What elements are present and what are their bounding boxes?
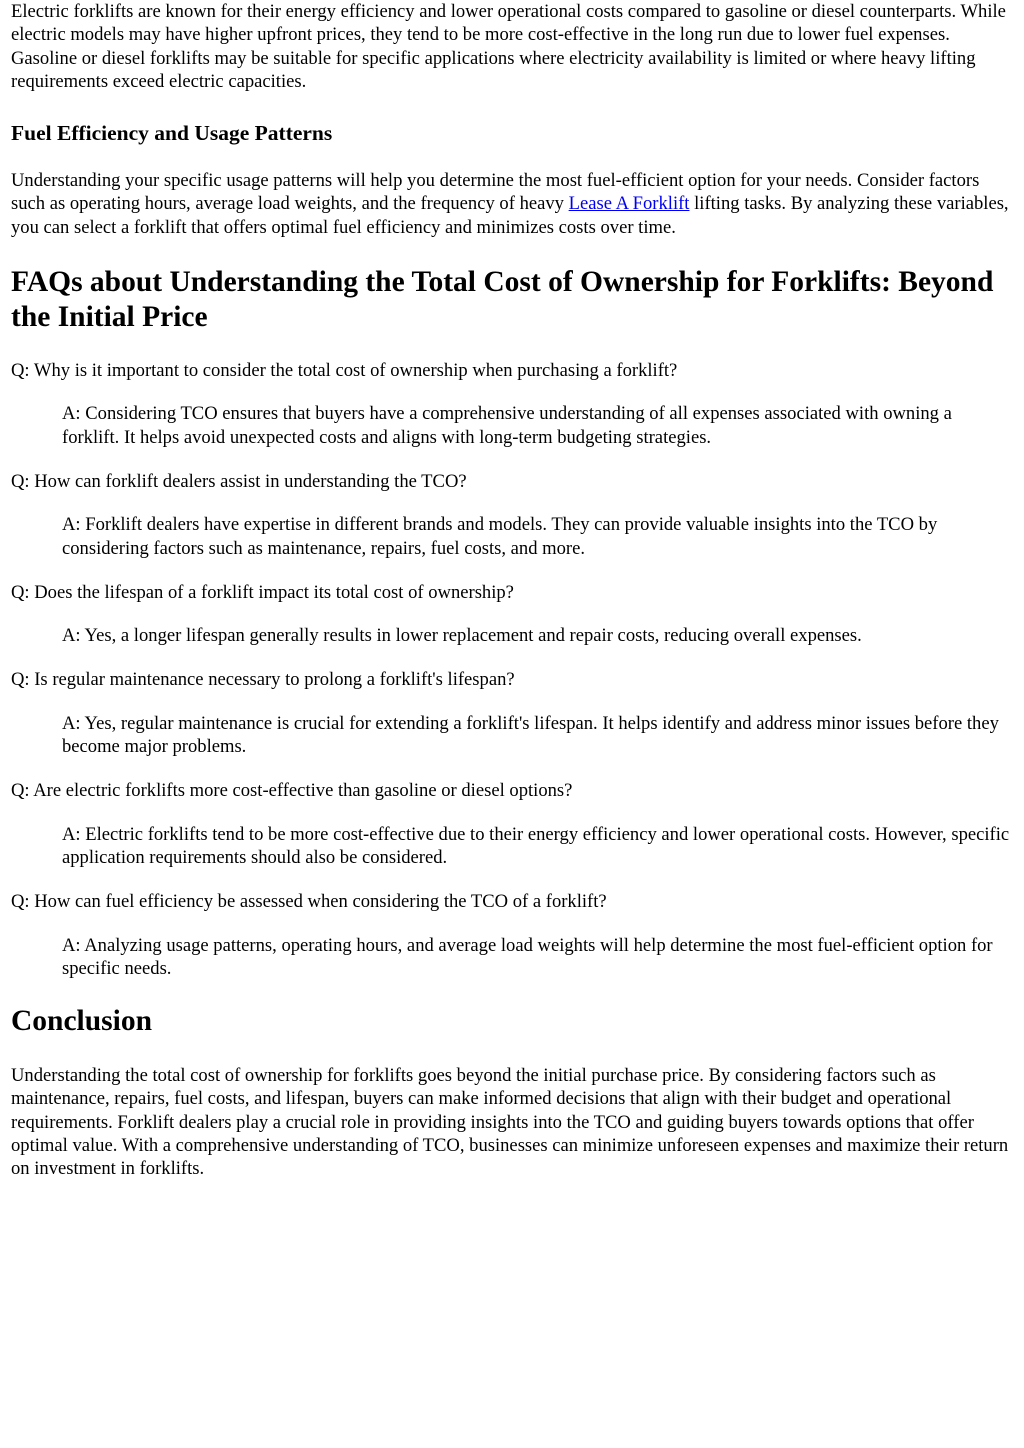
fuel-text-before-link: Understanding your specific usage patterns will help you determine the most fuel-efficient option for your needs. Consider factors such as operating hours, average load weights, and the frequency of heavy [11, 170, 980, 215]
fuel-section-paragraph [11, 169, 1013, 239]
faq-heading: FAQs about Understanding the Total Cost of Ownership for Forklifts: Beyond the Initial Price [11, 266, 994, 334]
faq-answer: A: Yes, a longer lifespan generally results in lower replacement and repair costs, reducing overall expenses. [62, 625, 862, 647]
faq-answer: A: Electric forklifts tend to be more cost-effective due to their energy efficiency and lower operational costs. However, specific application requirements should also be considered. [62, 823, 1010, 868]
faq-answer: A: Considering TCO ensures that buyers have a comprehensive understanding of all expenses associated with owning a forklift. It helps avoid unexpected costs and aligns with long-term budgeting strategies. [62, 403, 952, 448]
faq-answer: A: Analyzing usage patterns, operating hours, and average load weights will help determine the most fuel-efficient option for specific needs. [62, 934, 993, 979]
faq-list [11, 359, 1013, 980]
faq-answer: A: Yes, regular maintenance is crucial for extending a forklift's lifespan. It helps identify and address minor issues before they become major problems. [62, 712, 999, 758]
fuel-section-heading: Fuel Efficiency and Usage Patterns [11, 121, 333, 146]
faq-question: Q: How can fuel efficiency be assessed when considering the TCO of a forklift? [11, 891, 607, 913]
faq-question: Q: Are electric forklifts more cost-effective than gasoline or diesel options? [11, 780, 573, 802]
conclusion-heading: Conclusion [11, 1005, 152, 1038]
faq-question: Q: Does the lifespan of a forklift impact its total cost of ownership? [11, 581, 514, 603]
fuel-text-after-link: lifting tasks. By analyzing these variables, you can select a forklift that offers optimal fuel efficiency and minimizes costs over time. [11, 193, 1009, 238]
faq-question: Q: Is regular maintenance necessary to prolong a forklift's lifespan? [11, 669, 515, 691]
faq-question: Q: Why is it important to consider the total cost of ownership when purchasing a forklift? [11, 360, 678, 382]
lease-a-forklift-link[interactable]: Lease A Forklift [568, 193, 690, 215]
intro-paragraph: Electric forklifts are known for their energy efficiency and lower operational costs compared to gasoline or diesel counterparts. While electric models may have higher upfront prices, they tend to be more cost-effective in the long run due to lower fuel expenses. Gasoline or diesel forklifts may be suitable for specific applications where electricity availability is limited or where heavy lifting requirements exceed electric capacities. [11, 1, 1006, 92]
faq-question: Q: How can forklift dealers assist in understanding the TCO? [11, 470, 467, 492]
conclusion-paragraph: Understanding the total cost of ownership for forklifts goes beyond the initial purchase price. By considering factors such as maintenance, repairs, fuel costs, and lifespan, buyers can make informed decisions that align with their budget and operational requirements. Forklift dealers play a crucial role in providing insights into the TCO and guiding buyers towards options that offer optimal value. With a comprehensive understanding of TCO, businesses can minimize unforeseen expenses and maximize their return on investment in forklifts. [11, 1065, 1009, 1180]
faq-answer: A: Forklift dealers have expertise in different brands and models. They can provide valuable insights into the TCO by considering factors such as maintenance, repairs, fuel costs, and more. [62, 514, 938, 559]
